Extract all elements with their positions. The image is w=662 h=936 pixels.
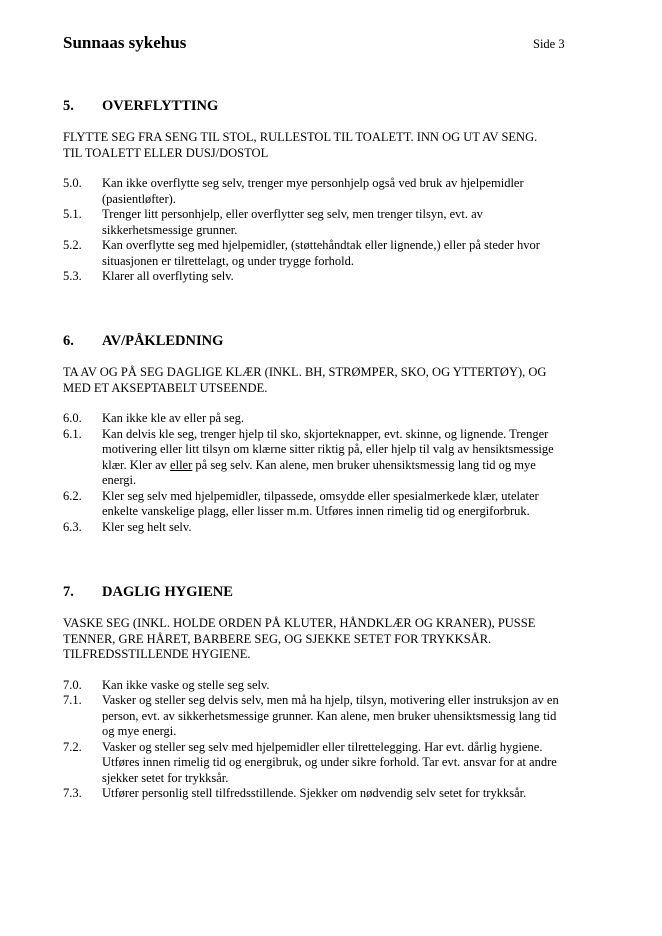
section-heading [63,582,603,602]
item-text: Utfører personlig stell tilfredsstillende. Sjekker om nødvendig selv setet for trykksår. [102,786,527,800]
list-item [63,238,603,269]
section-intro [63,130,603,161]
item-text: person, evt. av sikkerhetsmessige grunner. Kan alene, men bruker uhensiktsmessig lang tid [102,708,557,723]
item-text: sjekker setet for trykksår. [102,770,229,785]
hospital-name: Sunnaas sykehus [63,33,187,52]
item-text: (pasientløfter). [102,191,176,206]
item-number: 6.0. [63,411,82,425]
item-number: 6.1. [63,426,82,441]
item-text: Trenger litt personhjelp, eller overflytter seg selv, men trenger tilsyn, evt. av [102,207,483,221]
item-text: Vasker og steller seg selv med hjelpemidler eller tilrettelegging. Har evt. dårlig hygiene. [102,739,543,754]
item-list [63,678,603,802]
intro-line: FLYTTE SEG FRA SENG TIL STOL, RULLESTOL TIL TOALETT. INN OG UT AV SENG. [63,130,538,144]
item-text: Klarer all overflyting selv. [102,269,234,283]
list-item [63,176,603,207]
section-intro [63,616,603,663]
section-intro [63,365,603,396]
item-number: 7.0. [63,677,82,692]
item-text: Utføres innen rimelig tid og energibruk, og under sikre forhold. Tar evt. ansvar for at andre [102,755,557,769]
section-avpakledning [63,331,603,535]
list-item [63,489,603,520]
intro-line: TILFREDSSTILLENDE HYGIENE. [63,647,251,661]
intro-line: TA AV OG PÅ SEG DAGLIGE KLÆR (INKL. BH, STRØMPER, SKO, OG YTTERTØY), OG [63,365,547,379]
item-number: 6.2. [63,488,82,503]
item-list [63,411,603,535]
intro-line: MED ET AKSEPTABELT UTSEENDE. [63,380,268,395]
underlined-word: eller [170,457,193,472]
item-text: Vasker og steller seg delvis selv, men må ha hjelp, tilsyn, motivering eller instruksjon av en [102,693,559,707]
section-overflytting [63,96,603,285]
item-text: og mye energi. [102,724,177,738]
item-text: energi. [102,473,137,487]
item-text: Kler seg selv med hjelpemidler, tilpassede, omsydde eller spesialmerkede klær, utelater [102,488,539,503]
item-number: 7.2. [63,739,82,754]
item-text: situasjonen er tilrettelagt, og under trygge forhold. [102,253,355,268]
item-text: Kan delvis kle seg, trenger hjelp til sko, skjorteknapper, evt. skinne, og lignende. Trenger [102,426,549,441]
item-text [102,458,603,474]
list-item [63,786,603,802]
list-item [63,427,603,489]
item-text: Kan ikke kle av eller på seg. [102,411,244,425]
item-text: enkelte vanskelige plagg, eller lisser m.m. Utføres innen rimelig tid og energiforbruk. [102,504,530,518]
intro-line: VASKE SEG (INKL. HOLDE ORDEN PÅ KLUTER, HÅNDKLÆR OG KRANER), PUSSE [63,616,536,630]
item-number: 5.0. [63,176,82,190]
list-item [63,520,603,536]
section-title: DAGLIG HYGIENE [102,584,233,600]
section-heading [63,331,603,351]
list-item [63,740,603,787]
item-text: Kan ikke vaske og stelle seg selv. [102,677,270,692]
section-title: AV/PÅKLEDNING [102,333,224,349]
item-number: 7.1. [63,693,82,707]
list-item [63,411,603,427]
intro-line: TIL TOALETT ELLER DUSJ/DOSTOL [63,145,269,160]
item-number: 5.2. [63,238,82,252]
section-heading [63,96,603,116]
item-number: 6.3. [63,519,82,534]
item-number: 7.3. [63,786,82,800]
section-number: 7. [63,584,74,600]
item-text-part: på seg selv. Kan alene, men bruker uhensiktsmessig lang tid og mye [192,457,536,472]
section-daglig-hygiene [63,582,603,802]
item-text: Kan overflytte seg med hjelpemidler, (støttehåndtak eller lignende,) eller på steder hvor [102,238,540,252]
item-text: Kan ikke overflytte seg selv, trenger mye personhjelp også ved bruk av hjelpemidler [102,176,524,190]
page-number: Side 3 [533,37,565,51]
item-list [63,176,603,285]
section-title: OVERFLYTTING [102,98,219,114]
list-item [63,207,603,238]
item-number: 5.1. [63,207,82,221]
item-text-part: klær. Kler av [102,457,171,472]
section-number: 6. [63,333,74,349]
list-item [63,269,603,285]
item-text: Kler seg helt selv. [102,519,192,534]
item-text: sikkerhetsmessige grunner. [102,222,238,237]
list-item [63,678,603,694]
section-number: 5. [63,98,74,114]
item-text: motivering eller litt tilsyn om klærne sitter riktig på, eller hjelp til valg av hensiktsmessige [102,442,554,456]
intro-line: TENNER, GRE HÅRET, BARBERE SEG, OG SJEKKE SETET FOR TRYKKSÅR. [63,631,492,646]
item-number: 5.3. [63,269,82,283]
list-item [63,693,603,740]
